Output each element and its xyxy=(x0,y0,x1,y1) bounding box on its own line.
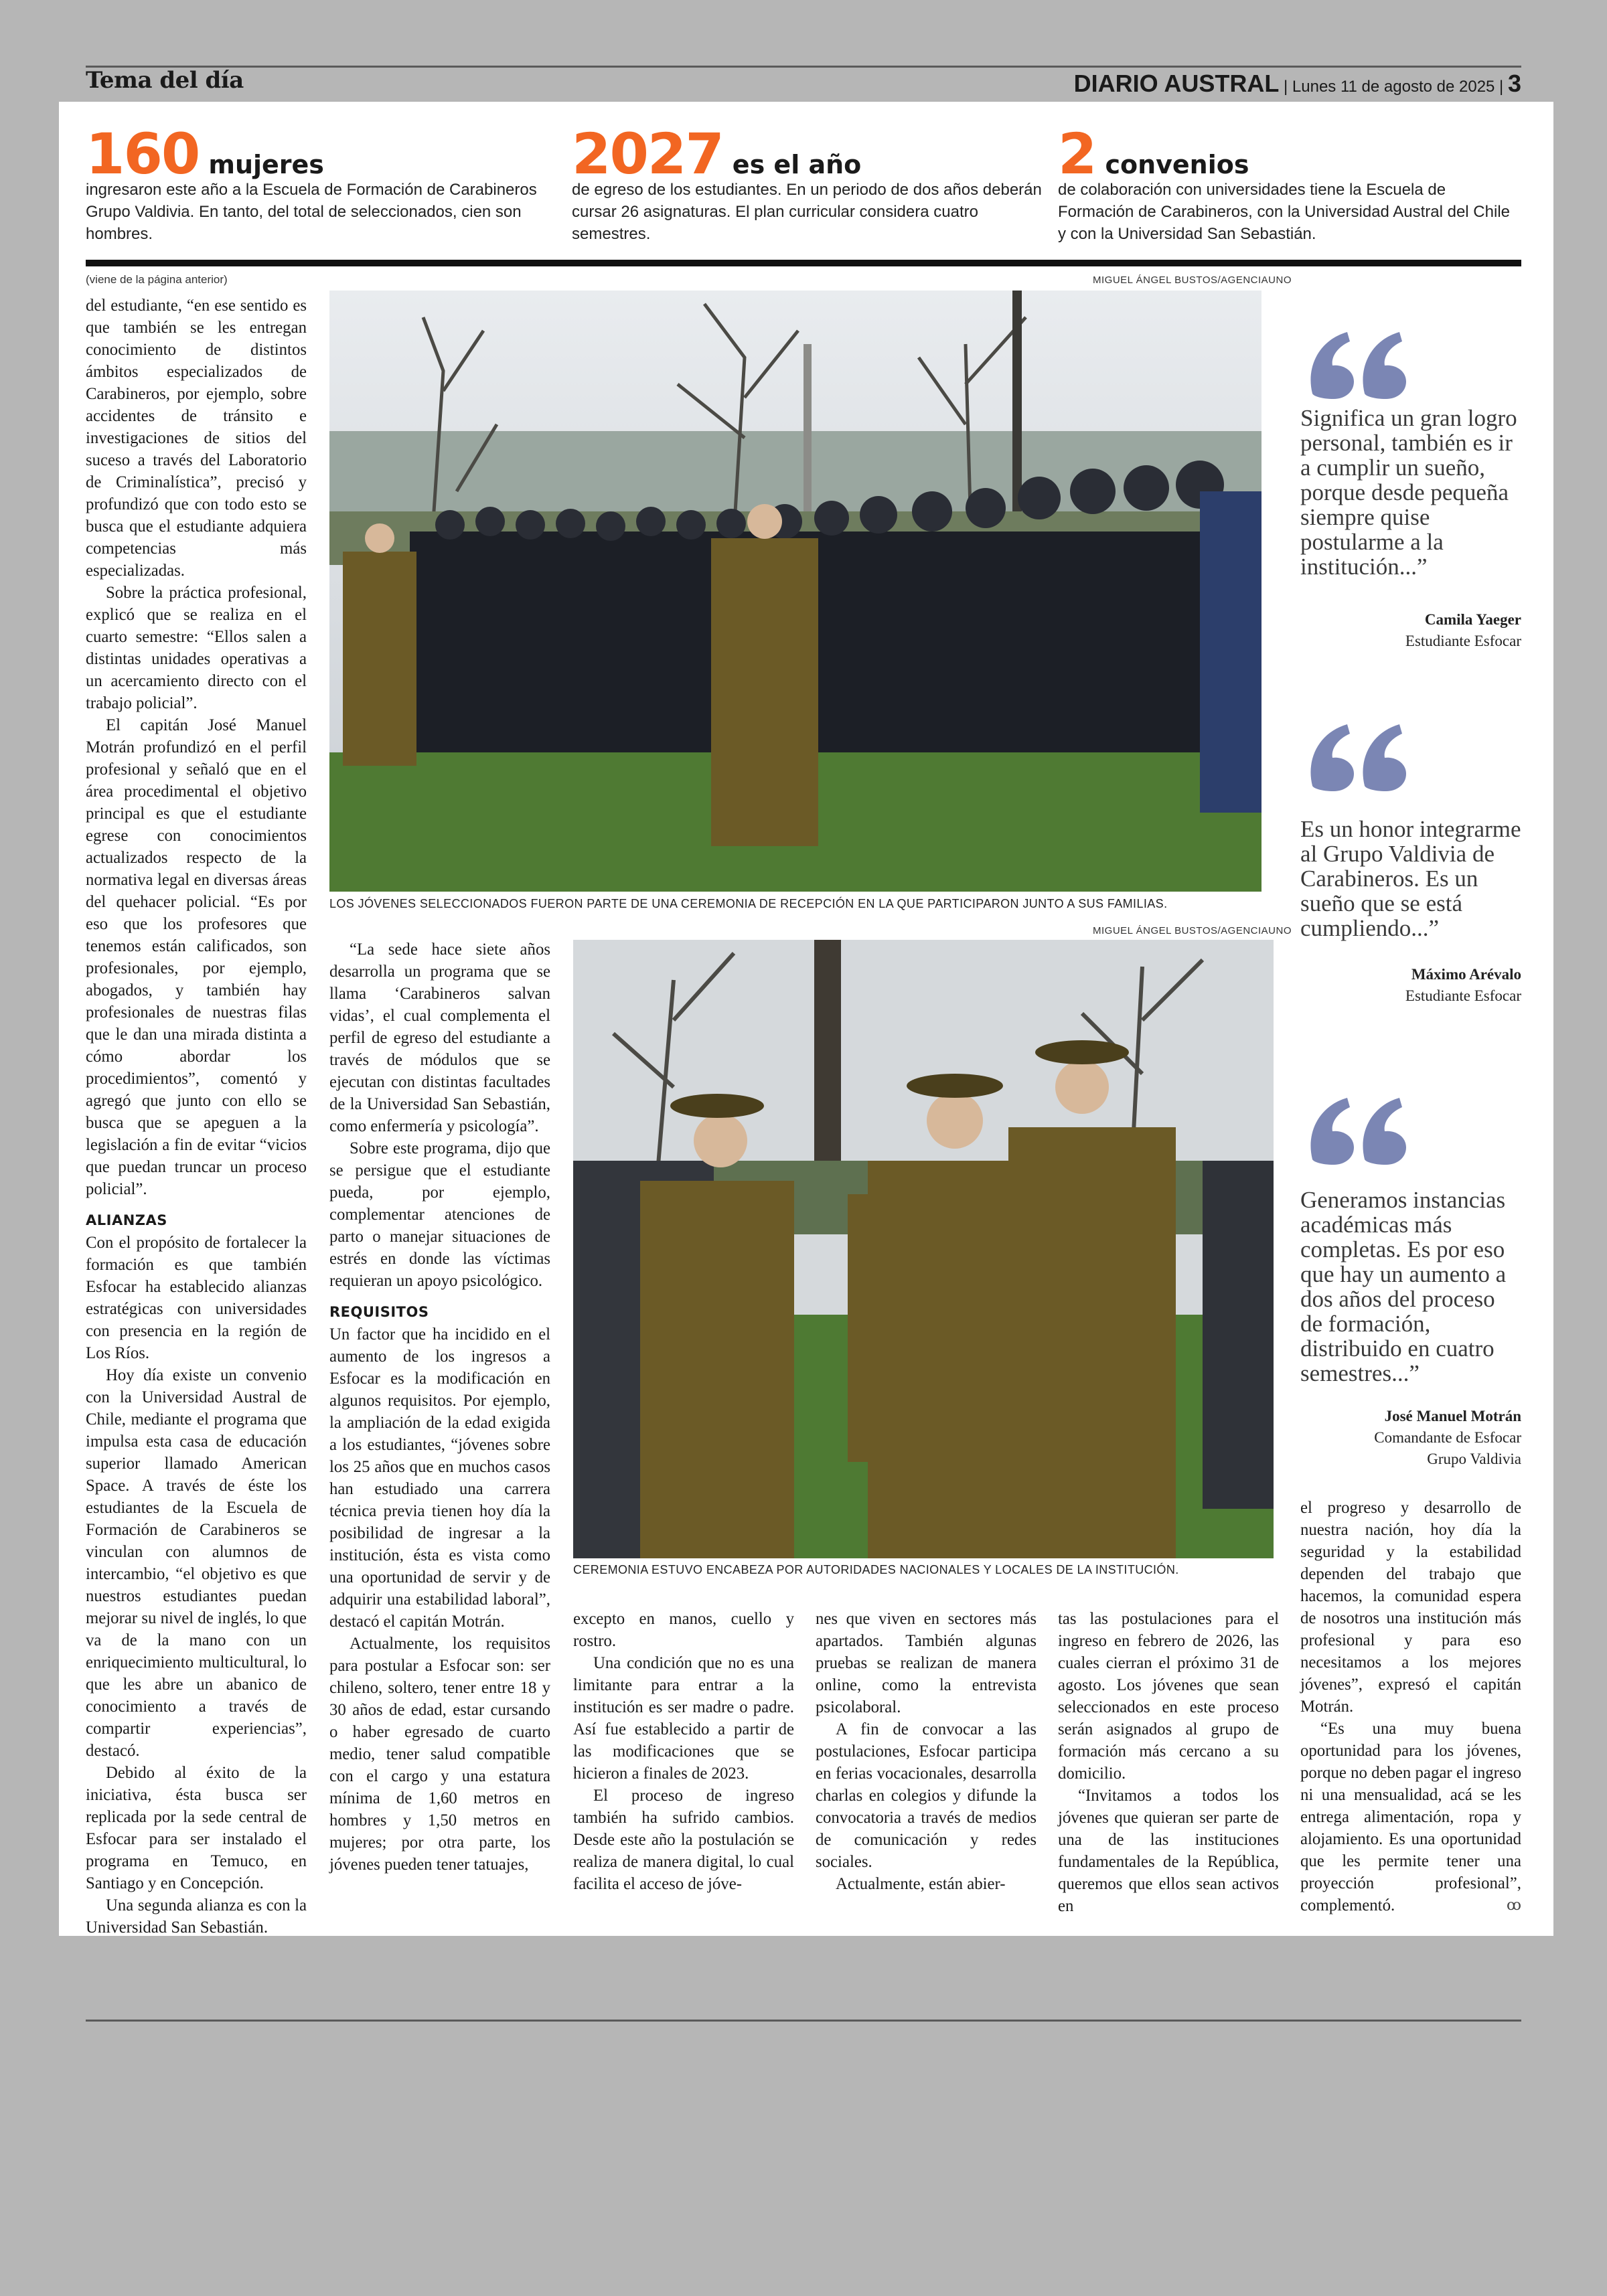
article-column-3 xyxy=(573,1608,794,1895)
newspaper-name: DIARIO AUSTRAL xyxy=(1073,70,1280,97)
header-rule xyxy=(86,66,1521,68)
cadets-illustration xyxy=(329,291,1261,892)
stat-agreements xyxy=(1058,121,1521,245)
quote-role: Estudiante Esfocar xyxy=(1405,633,1521,649)
quote-mark-icon xyxy=(1306,719,1413,793)
photo-officers-ceremony xyxy=(573,940,1274,1558)
paragraph: “La sede hace siete años desarrolla un programa que se llama ‘Carabineros salvan vidas’, el cual complementa el perfil de egreso del estudiante a través de módulos que se ejecutan con distintas facultades de la Universidad San Sebastián, como enfermería y psicología”. xyxy=(329,940,550,1135)
quote-attribution xyxy=(1334,1406,1521,1470)
officers-illustration xyxy=(573,940,1274,1558)
stat-number: 2027 xyxy=(572,121,723,187)
stat-unit: es el año xyxy=(732,150,862,179)
quote-author: Camila Yaeger xyxy=(1424,611,1521,628)
stat-number: 2 xyxy=(1058,121,1096,187)
footer-rule xyxy=(86,2020,1521,2022)
quote-mark-icon xyxy=(1306,327,1413,400)
paragraph: Actualmente, los requisitos para postular a Esfocar son: ser chileno, soltero, tener entre 18 y 30 años de edad, estar cursando o haber egresado de cuarto medio, tener salud compatible con el cargo y una estatura mínima de 1,60 metros en hombres y 1,50 metros en mujeres; por otra parte, los jóvenes pueden tener tatuajes, xyxy=(329,1635,550,1874)
stat-description: de egreso de los estudiantes. En un periodo de dos años deberán cursar 26 asignaturas. El plan curricular considera cuatro semestres. xyxy=(572,181,1042,243)
article-column-4 xyxy=(816,1608,1037,1895)
paragraph: del estudiante, “en ese sentido es que también se les entregan conocimiento de distintos ámbitos especializados de Carabineros, por ejemplo, sobre accidentes de tránsito e investigaciones de sitios del suceso a través del Laboratorio de Criminalística”, precisó y profundizó que con todo esto se busca que el estudiante adquiera competencias más especializadas. xyxy=(86,297,307,580)
quote-author: José Manuel Motrán xyxy=(1384,1408,1521,1424)
quote-author: Máximo Arévalo xyxy=(1411,966,1521,983)
paragraph: tas las postulaciones para el ingreso en febrero de 2026, las cuales cierran el próximo 31 de agosto. Los jóvenes que sean seleccionados en este proceso serán asignados al grupo de formación más cercano a su domicilio. xyxy=(1058,1610,1279,1783)
paragraph: Un factor que ha incidido en el aumento de los ingresos a Esfocar es la modificación en algunos requisitos. Por ejemplo, la ampliación de la edad exigida a los estudiantes, “jóvenes sobre los 25 años que en muchos casos han estudiado una carrera técnica previa tienen hoy día la posibilidad de ingresar a la institución, ésta es vista como una oportunidad de servir y de adquirir una estabilidad laboral”, destacó el capitán Motrán. xyxy=(329,1325,550,1631)
photo-cadets-formation xyxy=(329,291,1261,892)
paragraph: Una condición que no es una limitante para entrar a la institución es ser madre o padre. Así fue establecido a partir de las modificaciones que se hicieron a finales de 2023. xyxy=(573,1654,794,1783)
subheading-requisitos: REQUISITOS xyxy=(329,1304,429,1320)
paragraph-text: “Es una muy buena oportunidad para los jóvenes, porque no deben pagar el ingreso ni una mensualidad, acá se les entrega alimentación, ropa y alojamiento. Es una oportunidad que les permite tener una proyección profesional”, complementó. xyxy=(1300,1720,1521,1914)
paragraph: El proceso de ingreso también ha sufrido cambios. Desde este año la postulación se realiza de manera digital, lo cual facilita el acceso de jóve- xyxy=(573,1787,794,1893)
article-column-5 xyxy=(1058,1608,1279,1917)
article-column-1 xyxy=(86,295,307,1939)
stat-description: de colaboración con universidades tiene la Escuela de Formación de Carabineros, con la Universidad Austral del Chile y con la Universidad San Sebastián. xyxy=(1058,181,1510,243)
quote-role: Estudiante Esfocar xyxy=(1405,987,1521,1004)
photo-credit: MIGUEL ÁNGEL BUSTOS/AGENCIAUNO xyxy=(1093,274,1292,286)
section-label: Tema del día xyxy=(86,67,244,94)
paragraph: “Invitamos a todos los jóvenes que quieran ser parte de una de las instituciones fundamentales de la República, queremos que ellos sean activos en xyxy=(1058,1787,1279,1915)
pull-quote-text: Es un honor integrarme al Grupo Valdivia de Carabineros. Es un sueño que se está cumpliendo...” xyxy=(1300,816,1521,941)
pull-quote-text: Generamos instancias académicas más completas. Es por eso que hay un aumento a dos años del proceso de formación, distribuido en cuatro semestres...” xyxy=(1300,1187,1507,1386)
paragraph: Sobre la práctica profesional, explicó que se realiza en el cuarto semestre: “Ellos salen a distintas unidades operativas a un acercamiento directo con el trabajo policial”. xyxy=(86,584,307,712)
stat-description: ingresaron este año a la Escuela de Formación de Carabineros Grupo Valdivia. En tanto, del total de seleccionados, cien son hombres. xyxy=(86,181,537,243)
paragraph: Con el propósito de fortalecer la formación es que también Esfocar ha establecido alianzas estratégicas con universidades con presencia en la región de Los Ríos. xyxy=(86,1234,307,1362)
paragraph: excepto en manos, cuello y rostro. xyxy=(573,1610,794,1650)
masthead: DIARIO AUSTRAL | Lunes 11 de agosto de 2025 | 3 xyxy=(1073,70,1521,97)
stat-graduation-year xyxy=(572,121,1044,245)
quote-role: Comandante de Esfocar Grupo Valdivia xyxy=(1374,1429,1521,1467)
page-number: 3 xyxy=(1507,70,1521,97)
paragraph: el progreso y desarrollo de nuestra nación, hoy día la seguridad y la estabilidad dependen del trabajo que hacemos, la comunidad espera de nosotros una institución más profesional y para eso necesitamos a los mejores jóvenes”, expresó el capitán Motrán. xyxy=(1300,1499,1521,1716)
stats-rule xyxy=(86,260,1521,266)
stat-number: 160 xyxy=(86,121,200,187)
stat-women xyxy=(86,121,558,245)
subheading-alianzas: ALIANZAS xyxy=(86,1212,167,1228)
paragraph: nes que viven en sectores más apartados. También algunas pruebas se realizan de manera online, como la entrevista psicolaboral. xyxy=(816,1610,1037,1716)
paragraph: Debido al éxito de la iniciativa, ésta busca ser replicada por la sede central de Esfocar para ser instalado el programa en Temuco, en Santiago y en Concepción. xyxy=(86,1764,307,1892)
paragraph: Una segunda alianza es con la Universidad San Sebastián. xyxy=(86,1896,307,1937)
issue-date: Lunes 11 de agosto de 2025 xyxy=(1292,78,1495,96)
article-column-2 xyxy=(329,938,550,1876)
continued-note: (viene de la página anterior) xyxy=(86,273,228,286)
paragraph: El capitán José Manuel Motrán profundizó en el perfil profesional y señaló que en el área procedimental el objetivo principal es que el estudiante egrese con conocimientos actualizados respecto de la normativa legal en diversas áreas del quehacer policial. “Es por eso que los profesores que tenemos están calificados, son profesionales, por ejemplo, abogados, y también hay profesionales de nuestras filas que le dan una mirada distinta a cómo abordar los procedimientos”, comentó y agregó que junto con ello se busca que se apeguen a la legislación a fin de evitar “vicios que puedan truncar un proceso policial”. xyxy=(86,716,307,1198)
paragraph: Hoy día existe un convenio con la Universidad Austral de Chile, mediante el programa que impulsa esta casa de educación superior llamado American Space. A través de éste los estudiantes de la Escuela de Formación de Carabineros se vinculan con alumnos de intercambio, “el objetivo es que nuestros estudiantes puedan mejorar su nivel de inglés, lo que va de la mano con un enriquecimiento multicultural, lo que les abre un abanico de conocimiento a través de compartir experiencias”, destacó. xyxy=(86,1366,307,1760)
paragraph: A fin de convocar a las postulaciones, Esfocar participa en ferias vocacionales, desarrolla charlas en colegios y difunde la convocatoria a través de medios de comunicación y redes sociales. xyxy=(816,1720,1037,1871)
quote-attribution xyxy=(1405,964,1521,1007)
photo-credit: MIGUEL ÁNGEL BUSTOS/AGENCIAUNO xyxy=(1093,925,1292,936)
pull-quote-text: Significa un gran logro personal, también es ir a cumplir un sueño, porque desde pequeña siempre quise postularme a la institución...” xyxy=(1300,405,1517,580)
paragraph: Actualmente, están abier- xyxy=(836,1875,1006,1893)
photo-caption: CEREMONIA ESTUVO ENCABEZA POR AUTORIDADES NACIONALES Y LOCALES DE LA INSTITUCIÓN. xyxy=(573,1563,1179,1576)
quote-mark-icon xyxy=(1306,1092,1413,1166)
photo-caption: LOS JÓVENES SELECCIONADOS FUERON PARTE DE UNA CEREMONIA DE RECEPCIÓN EN LA QUE PARTICIPARON JUNTO A SUS FAMILIAS. xyxy=(329,897,1168,910)
stat-unit: mujeres xyxy=(208,150,324,179)
article-column-6 xyxy=(1300,1497,1521,1916)
stat-unit: convenios xyxy=(1105,150,1249,179)
end-mark-icon: ꝏ xyxy=(1507,1897,1521,1914)
paragraph: Sobre este programa, dijo que se persigue que el estudiante pueda, por ejemplo, complementar atenciones de parto o manejar situaciones de estrés en donde las víctimas requieran un apoyo psicológico. xyxy=(329,1139,550,1290)
quote-attribution xyxy=(1405,609,1521,652)
paragraph xyxy=(1300,1718,1521,1916)
